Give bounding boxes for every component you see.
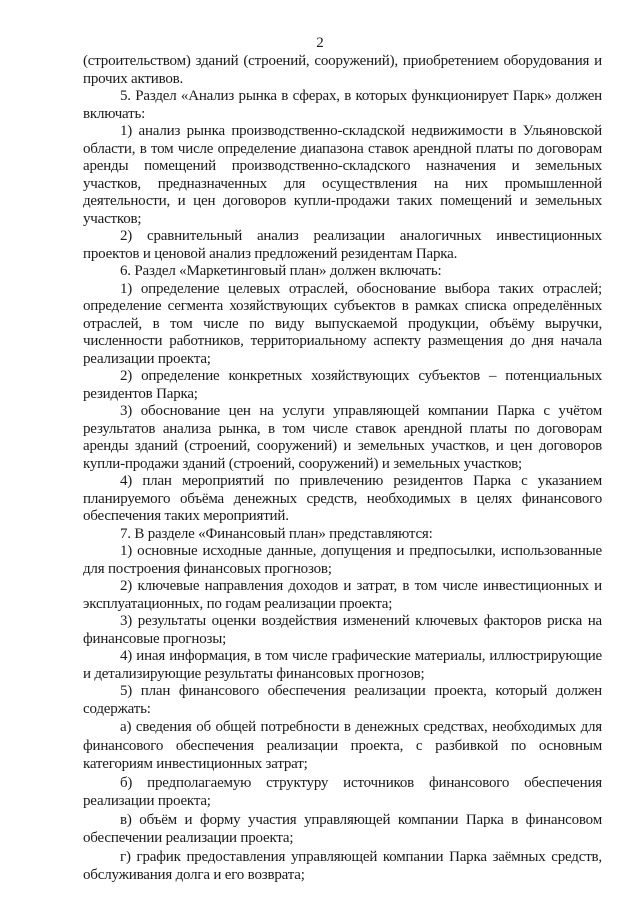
section-7-subitem-v: в) объём и форму участия управляющей компании Парка в финансовом обеспечении реализации проекта; [83, 811, 602, 846]
section-7-item-1: 1) основные исходные данные, допущения и предпосылки, использованные для построения финансовых прогнозов; [83, 543, 602, 577]
section-6-item-1: 1) определение целевых отраслей, обоснование выбора таких отраслей; определение сегмента хозяйствующих субъектов в рамках списка определённых отраслей, в том числе по виду выпускаемой продукции, объёму выручки, численности работников, территориальному аспекту размещения до дня начала реализации проекта; [83, 280, 602, 367]
section-6-item-2: 2) определение конкретных хозяйствующих субъектов – потенциальных резидентов Парка; [83, 368, 602, 402]
section-7-heading: 7. В разделе «Финансовый план» представляются: [120, 525, 433, 542]
page-number: 2 [316, 35, 324, 51]
section-5-item-1: 1) анализ рынка производственно-складской недвижимости в Ульяновской области, в том числе определение диапазона ставок арендной платы по договорам аренды помещений производственно-складского назначения и земельных участков, предназначенных для осуществления на них промышленной деятельности, и цен договоров купли-продажи таких помещений и земельных участков; [83, 123, 602, 227]
section-7-subitem-a: а) сведения об общей потребности в денежных средствах, необходимых для финансового обеспечения реализации проекта, с разбивкой по основным категориям инвестиционных затрат; [83, 719, 602, 772]
section-7-item-3: 3) результаты оценки воздействия изменений ключевых факторов риска на финансовые прогнозы; [83, 613, 602, 647]
section-7-item-4: 4) иная информация, в том числе графические материалы, иллюстрирующие и детализирующие результаты финансовых прогнозов; [83, 648, 602, 682]
section-5-heading: 5. Раздел «Анализ рынка в сферах, в которых функционирует Парк» должен включать: [83, 88, 602, 122]
section-7-item-2: 2) ключевые направления доходов и затрат, в том числе инвестиционных и эксплуатационных, по годам реализации проекта; [83, 578, 602, 612]
section-6-heading: 6. Раздел «Маркетинговый план» должен включать: [120, 263, 442, 279]
section-6-item-4: 4) план мероприятий по привлечению резидентов Парка с указанием планируемого объёма денежных средств, необходимых в целях финансового обеспечения таких мероприятий. [83, 473, 602, 524]
section-6-item-3: 3) обоснование цен на услуги управляющей компании Парка с учётом результатов анализа рынка, в том числе ставок арендной платы по договорам аренды зданий (строений, сооружений) и земельных участков, и цен договоров купли-продажи зданий (строений, сооружений) и земельных участков; [83, 403, 602, 472]
paragraph-continuation: (строительством) зданий (строений, сооружений), приобретением оборудования и прочих активов. [83, 53, 602, 87]
section-7-item-5: 5) план финансового обеспечения реализации проекта, который должен содержать: [83, 683, 602, 717]
section-7-subitem-b: б) предполагаемую структуру источников финансового обеспечения реализации проекта; [83, 774, 602, 809]
section-7-subitem-g: г) график предоставления управляющей компании Парка заёмных средств, обслуживания долга и его возврата; [83, 848, 602, 883]
section-5-item-2: 2) сравнительный анализ реализации аналогичных инвестиционных проектов и ценовой анализ предложений резидентам Парка. [83, 228, 602, 262]
document-body [83, 53, 602, 885]
